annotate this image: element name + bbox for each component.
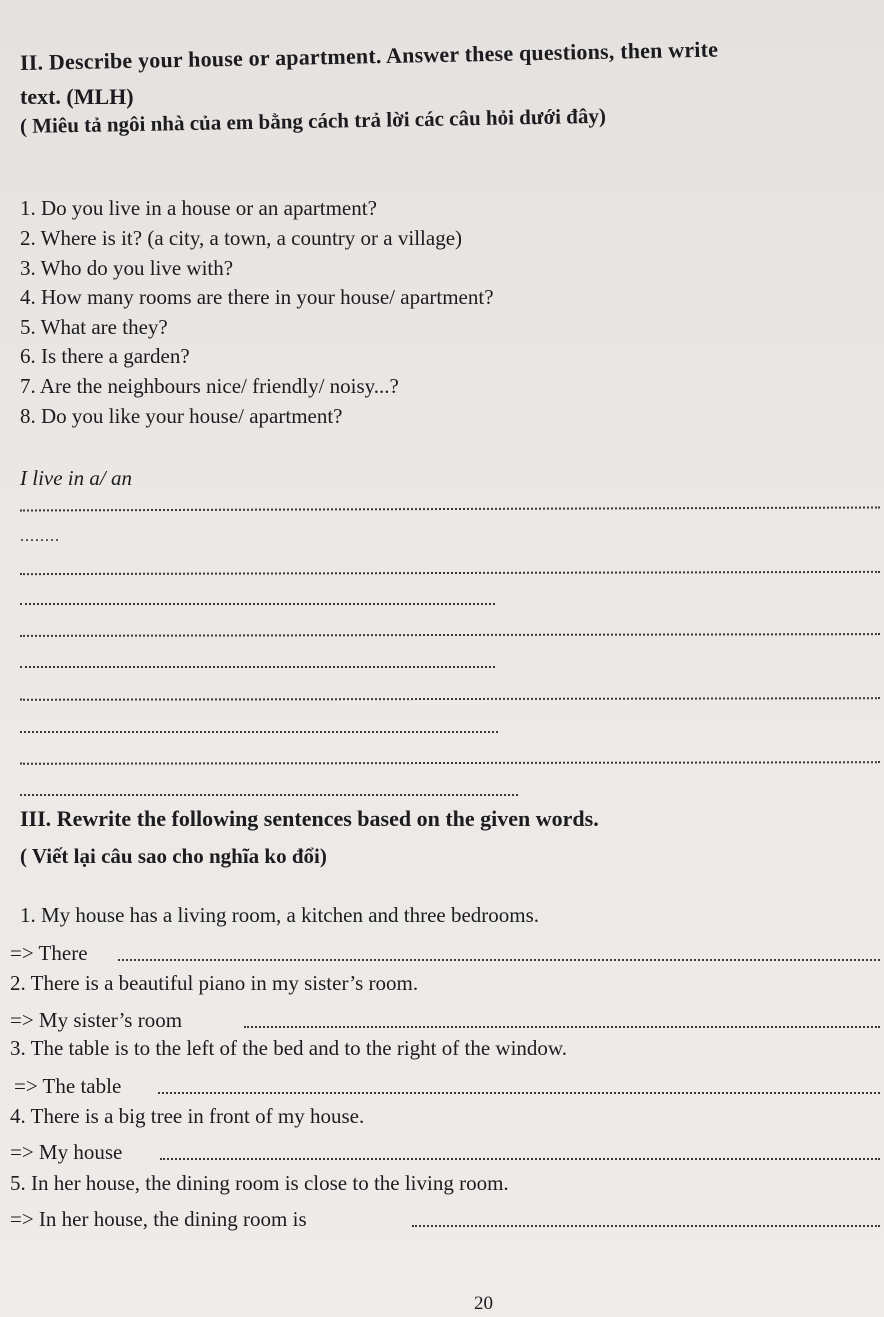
rewrite-sentence-1: 1. My house has a living room, a kitchen and three bedrooms.: [20, 903, 540, 927]
rewrite-sentence-3: 3. The table is to the left of the bed and to the right of the window.: [10, 1036, 567, 1060]
rewrite-prompt-4: => My house: [10, 1140, 123, 1164]
answer-line[interactable]: [20, 571, 880, 575]
answer-line[interactable]: [20, 633, 880, 637]
answer-line[interactable]: [20, 666, 495, 668]
answer-line[interactable]: [20, 731, 498, 733]
rewrite-answer-line-2[interactable]: [244, 1026, 880, 1028]
question-7: 7. Are the neighbours nice/ friendly/ noisy...?: [20, 374, 399, 398]
section2-heading-line1: II. Describe your house or apartment. Answer these questions, then write: [19, 36, 719, 75]
question-6: 6. Is there a garden?: [20, 344, 190, 368]
question-3: 3. Who do you live with?: [20, 256, 234, 280]
rewrite-sentence-4: 4. There is a big tree in front of my house.: [10, 1104, 365, 1128]
answer-line-short-dots: ........: [20, 528, 60, 545]
question-5: 5. What are they?: [20, 315, 168, 339]
rewrite-sentence-5: 5. In her house, the dining room is close to the living room.: [10, 1171, 509, 1195]
question-1: 1. Do you live in a house or an apartment?: [20, 196, 377, 220]
page-number: 20: [474, 1293, 493, 1314]
section3-heading-vi: ( Viết lại câu sao cho nghĩa ko đổi): [20, 844, 327, 868]
section2-heading-line2: text. (MLH): [20, 84, 134, 109]
answer-line[interactable]: [20, 697, 880, 701]
answer-line[interactable]: [20, 603, 495, 605]
rewrite-answer-line-4[interactable]: [160, 1158, 880, 1160]
rewrite-answer-line-3[interactable]: [158, 1092, 880, 1094]
rewrite-answer-line-1[interactable]: [118, 959, 880, 961]
answer-line[interactable]: [20, 506, 880, 511]
question-2: 2. Where is it? (a city, a town, a country or a village): [20, 226, 463, 250]
rewrite-prompt-1: => There: [10, 941, 88, 965]
answer-starter: I live in a/ an: [20, 466, 132, 490]
rewrite-prompt-3: => The table: [14, 1074, 122, 1098]
section3-heading: III. Rewrite the following sentences based on the given words.: [20, 806, 599, 831]
question-8: 8. Do you like your house/ apartment?: [20, 404, 343, 428]
section2-heading-vi: ( Miêu tả ngôi nhà của em bằng cách trả lời các câu hỏi dưới đây): [19, 103, 607, 138]
rewrite-prompt-2: => My sister’s room: [10, 1008, 183, 1032]
rewrite-sentence-2: 2. There is a beautiful piano in my sister’s room.: [10, 971, 419, 995]
rewrite-prompt-5: => In her house, the dining room is: [10, 1207, 307, 1231]
rewrite-answer-line-5[interactable]: [412, 1225, 880, 1227]
question-4: 4. How many rooms are there in your house/ apartment?: [20, 285, 494, 309]
answer-line[interactable]: [20, 794, 518, 796]
answer-line[interactable]: [20, 761, 880, 765]
